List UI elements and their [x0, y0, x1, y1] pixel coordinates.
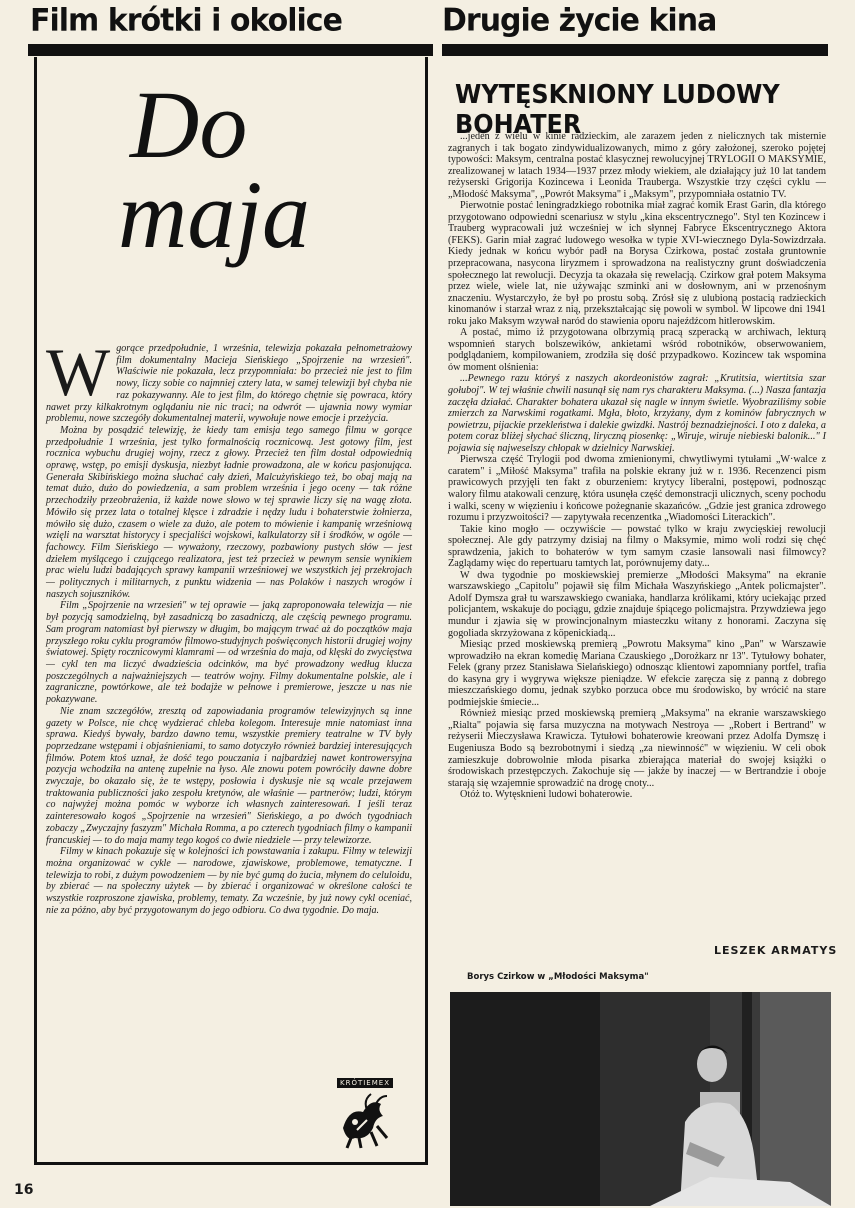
film-still-photo [450, 992, 831, 1206]
photo-caption: Borys Czirkow w „Młodości Maksyma" [467, 972, 649, 982]
paragraph: Również miesiąc przed moskiewską premierą „Maksyma" na ekranie warszawskiego „Rialta" pojawia się farsa muzyczna na motywach Nestroya — „Robert i Bertrand" w reżyserii Mieczysława Krawicza. Tytułowi bohaterowie kreowani przez Adolfa Dymszę i Eugeniusza Bodo są bezrobotnymi i siedzą „za niewinność" w więzieniu. W celi obok zamieszkuje dobrowolnie młoda pisarka zbierająca materiał do swojej książki o środowiskach przestępczych. Zakochuje się — jakże by inaczej — w Bertrandzie i oboje starają się wzajemnie sprowadzić na drogę cnoty... [448, 708, 826, 789]
paragraph: Pierwsza część Trylogii pod dwoma zmienionymi, chwytliwymi tytułami „W·walce z caratem" i „Miłość Maksyma" trafiła na polskie ekrany już w r. 1936. Recenzenci pism prawicowych przyjęli ten fakt z oburzeniem: krytycy liberalni, postępowi, podnosząc walory filmu atakowali cenzurę, która usunęła część demonstracji ulicznych, sceny pochodu i walki, sceny w więzieniu i końcowe pożegnanie skazańców. „Gdzie jest granica zdrowego rozumu i przyzwoitości? — zapytywała recenzentka „Wiadomości Literackich". [448, 454, 826, 524]
paragraph: W dwa tygodnie po moskiewskiej premierze „Młodości Maksyma" na ekranie warszawskiego „Capitolu" pojawił się film Michała Waszyńskiego „Antek policmajster". Adolf Dymsza grał tu warszawskiego cwaniaka, handlarza królikami, który uciekając przed policjantem, wskakuje do pociągu, gdzie znajduje śpiącego policmajstra. Przywdziewa jego mundur i zjawia się w prowincjonalnym miasteczku witany z honorami. Zaczyna się gogoliada skrzyżowana z köpenickiadą... [448, 569, 826, 639]
header-rule-left [28, 44, 433, 56]
dropcap: W [46, 334, 111, 410]
author-byline: LESZEK ARMATYS [714, 944, 838, 957]
paragraph: Nie znam szczegółów, zresztą od zapowiadania programów telewizyjnych są inne gazety w Polsce, nie chcę wydzierać chleba kolegom. Interesuje mnie natomiast inna sprawa. Kiedyś bywały, bardzo dawno temu, wszystkie premiery teatralne w TV były poprzedzane wstępami i objaśnieniami, to samo dotyczyło również bardziej interesujących filmów. Potem ktoś uznał, że dość tego pouczania i najbardziej nawet kontrowersyjna pozycja wchodziła na antenę zupełnie na łyso. Ale znowu potem powróciły dawne dobre zwyczaje, bo okazało się, że te wstępy, posłowia i dyskusje nie są wcale przejawem traktowania publiczności jako zespołu kretynów, ale właśnie — partnerów; ludzi, którym co najwyżej można pomóc w wyborze ich własnych zainteresowań. I jeśli teraz zainteresowało kogoś „Spojrzenie na wrzesień" Sieńskiego, a po dwóch tygodniach zobaczy „Zwyczajny faszyzm" Michała Romma, a po czterech tygodniach filmy o kampanii francuskiej — to do maja mamy tego kogoś co dwie niedziele — przy telewizorze. [46, 705, 412, 846]
paragraph: Miesiąc przed moskiewską premierą „Powrotu Maksyma" kino „Pan" w Warszawie wprowadziło na ekran komedię Mariana Czauskiego „Dorożkarz nr 13". Tytułowy bohater, Felek (grany przez Stanisława Sielańskiego) odnosząc klientowi zapomniany portfel, trafia do kasyna gry i wygrywa większe pieniądze. W efekcie zaręcza się z panną z dobrego mieszczańskiego domu, jednak szybko porzuca obce mu środowisko, by wrócić na stare podmiejskie śmiecie... [448, 639, 826, 708]
logo-label: KRÓTIEMEX [337, 1078, 393, 1088]
paragraph: Filmy w kinach pokazuje się w kolejności ich powstawania i zakupu. Filmy w telewizji można organizować w cykle — narodowe, zjawiskowe, problemowe, tematyczne. I telewizja to robi, z dużym powodzeniem — by nie być gumą do żucia, młynem do celuloidu, by zbierać — na społeczny użytek — by zbierać i organizować w określone całości te wszystkie rozproszone zjawiska, problemy, tematy. Za wcześnie, by już nowy cykl oceniać, nie za późno, aby być przygotowanym do jego odbioru. Co dwa tygodnie. Do maja. [46, 846, 412, 916]
paragraph: A postać, mimo iż przygotowana olbrzymią pracą szperacką w archiwach, lekturą wspomnień starych bolszewików, ankietami wśród robotników, obserwowaniem, podglądaniem, kompilowaniem, zrodziła się dość przypadkowo. Kozincew tak wspomina ów moment olśnienia: [448, 327, 826, 373]
paragraph: Pierwotnie postać leningradzkiego robotnika miał zagrać komik Erast Garin, dla którego przygotowano odpowiedni scenariusz w stylu „kina ekscentrycznego". Styl ten Kozincew i Trauberg wypracowali już wcześniej w ich słynnej Fabryce Ekscentrycznego Aktora (FEKS). Garin miał zagrać ludowego wesołka w typie XVI-wiecznego Dyla-Sowizdrzała. Kiedy jednak w końcu wybór padł na Borysa Czirkowa, postać została gruntownie przepracowana, nasycona liryzmem i sprowadzona na realistyczny grunt doświadczenia społecznego lat rewolucji. Decyzja ta okazała się rewelacją. Czirkow grał potem Maksyma przez wiele, wiele lat, nie używając szminki ani w dosłownym, ani w przenośnym znaczeniu. Wystarczyło, że był po prostu sobą. Zrósł się z ulubioną postacią radzieckich kinomanów i starzał wraz z nią, przekształcając się powoli w symbol. W lipcowe dni 1941 roku jako Maksym wzywał naród do stawienia oporu najeźdźcom hitlerowskim. [448, 200, 826, 327]
section-header-left: Film krótki i okolice [30, 2, 342, 39]
section-header-right: Drugie życie kina [442, 2, 717, 39]
left-article-title [118, 71, 350, 268]
page-number: 16 [14, 1182, 34, 1198]
paragraph: Otóż to. Wytęsknieni ludowi bohaterowie. [460, 789, 633, 801]
left-article-body [46, 334, 412, 916]
paragraph: Takie kino mogło — oczywiście — powstać tylko w kraju zwycięskiej rewolucji społecznej. Ale gdy patrzymy dzisiaj na filmy o Maksymie, mimo woli rodzi się chęć sprawdzenia, jakich to bohaterów w tym samym czasie lansowali nasi filmowcy? Zaglądamy więc do repertuaru tamtych lat, porównujemy daty... [448, 523, 826, 570]
column-logo [337, 1078, 393, 1150]
title-line-2: maja [118, 161, 310, 268]
title-line-1: Do [130, 71, 248, 178]
header-rule-right [442, 44, 828, 56]
paragraph: Wgorące przedpołudnie, 1 września, telewizja pokazała pełnometrażowy film dokumentalny Macieja Sieńskiego „Spojrzenie na wrzesień". Właściwie nie pokazała, lecz przypomniała: bo przecież nie jest to film nowy, liczy sobie co najmniej cztery lata, w samej telewizji był chyba nie raz pokazywanny. Ale to jest film, do którego chętnie się powraca, który nawet przy kilkakrotnym oglądaniu nie nic traci; na odwrót — ujawnia nowy wymiar problemu, nowe szczegóły dokumentalnej materii, wywołuje nowe emocje i przeżycia. [46, 334, 412, 425]
right-article-title: WYTĘSKNIONY LUDOWY BOHATER [455, 80, 780, 140]
paragraph: Film „Spojrzenie na wrzesień" w tej oprawie — jaką zaproponowała telewizja — nie był pozycją samodzielną, był zasadniczą bo zasadniczą, ale częścią pewnego programu. Sam program natomiast był pierwszy w długim, bo mającym trwać aż do początków maja przyszłego roku cyklu programów filmowo-studyjnych poświęconych historii drugiej wojny światowej. Spięty rocznicowymi klamrami — od września do maja, od klęski do zwycięstwa — cykl ten ma liczyć dwadzieścia odcinków, ma być prowadzony według klucza poszczególnych a najważniejszych — teatrów wojny. Filmy dokumentalne polskie, ale i zagraniczne, powtórkowe, ale też bodajże w pełnowe i premierowe, jeszcze u nas nie pokazywane. [46, 600, 412, 706]
paragraph: Można by posądzić telewizję, że kiedy tam emisja tego samego filmu w gorące przedpołudnie 1 września, jest tylko formalnością rocznicową. Jest gotowy film, jest rocznica wybuchu drugiej wojny, rzecz z głowy. Przecież ten film dostał odpowiednią oprawę, wstęp, po emisji dyskusja, niezbyt ładnie prowadzona, ale w końcu pasjonująca. Generała Skibińskiego można słuchać cały dzień, Malcużyńskiego też, bo obaj mają na temat dużo, dużo do powiedzenia, a sam problem września i jego oceny — tak różne przechodziły przeobrażenia, iż każde nowe słowo w tej sprawie liczy się na wagę złota. Mówiło się przez lata o totalnej klęsce i zdradzie i nędzy ludu i bohaterstwie żołnierza, mówiło się dużo, czasem o wiele za dużo, ale potem to mówienie i kampanię wrześniową wzięli na warsztat historycy i specjaliści wojskowi, kalkulatorzy sił i środków, w ogóle — fachowcy. Film Sieńskiego — wyważony, rzeczowy, pozbawiony pustych słów — jest dziełem myślącego i czującego realizatora, jest też przecież w pewnym sensie wynikiem prac wielu ludzi badających sprawy kampanii wrześniowej we wszystkich jej przekrojach — politycznych i militarnych, z punktu widzenia — nas Polaków i naszych wrogów i naszych sojuszników. [46, 424, 412, 600]
paragraph: ...jeden z wielu w kinie radzieckim, ale zarazem jeden z nielicznych tak misternie zagranych i tak bogato zindywidualizowanych, mimo z góry założonej, szeroko pojętej typowości: Maksym, centralna postać klasycznej rewolucyjnej TRYLOGII O MAKSYMIE, zrealizowanej w latach 1934—1937 przez młody wiekiem, ale działający już 10 lat tandem reżyserski Grigorija Kozincewa i Leonida Trauberga. Wszystkie trzy części cyklu — „Młodość Maksyma", „Powrót Maksyma" i „Maksym", przypomniała ostatnio TV. [448, 131, 826, 200]
goat-emblem-icon [337, 1088, 393, 1150]
quote-paragraph: ...Pewnego razu któryś z naszych akordeonistów zagrał: „Krutitsia, wiertitsia szar gołuboj". W tej właśnie chwili nasunął się nam rys charakteru Maksyma. (...) Nasza fantazja zaczęła działać. Charakter bohatera ukazał się nagle w innym świetle. Wyobraziliśmy sobie zmierzch za Narwskimi rogatkami. Mgła, błoto, krzyżany, dym z kominów fabrycznych w powietrzu, pijackie przekleństwa i dalekie gwizdki. Nastrój beznadziejności. I oto z daleka, a potem coraz bliżej słychać śliczną, liryczną piosenkę: „Wiruje, wiruje niebieski balonik..." I pojawia się najweselszy chłopak w dzielnicy Narwskiej. [448, 373, 826, 454]
right-article-body [448, 131, 826, 801]
